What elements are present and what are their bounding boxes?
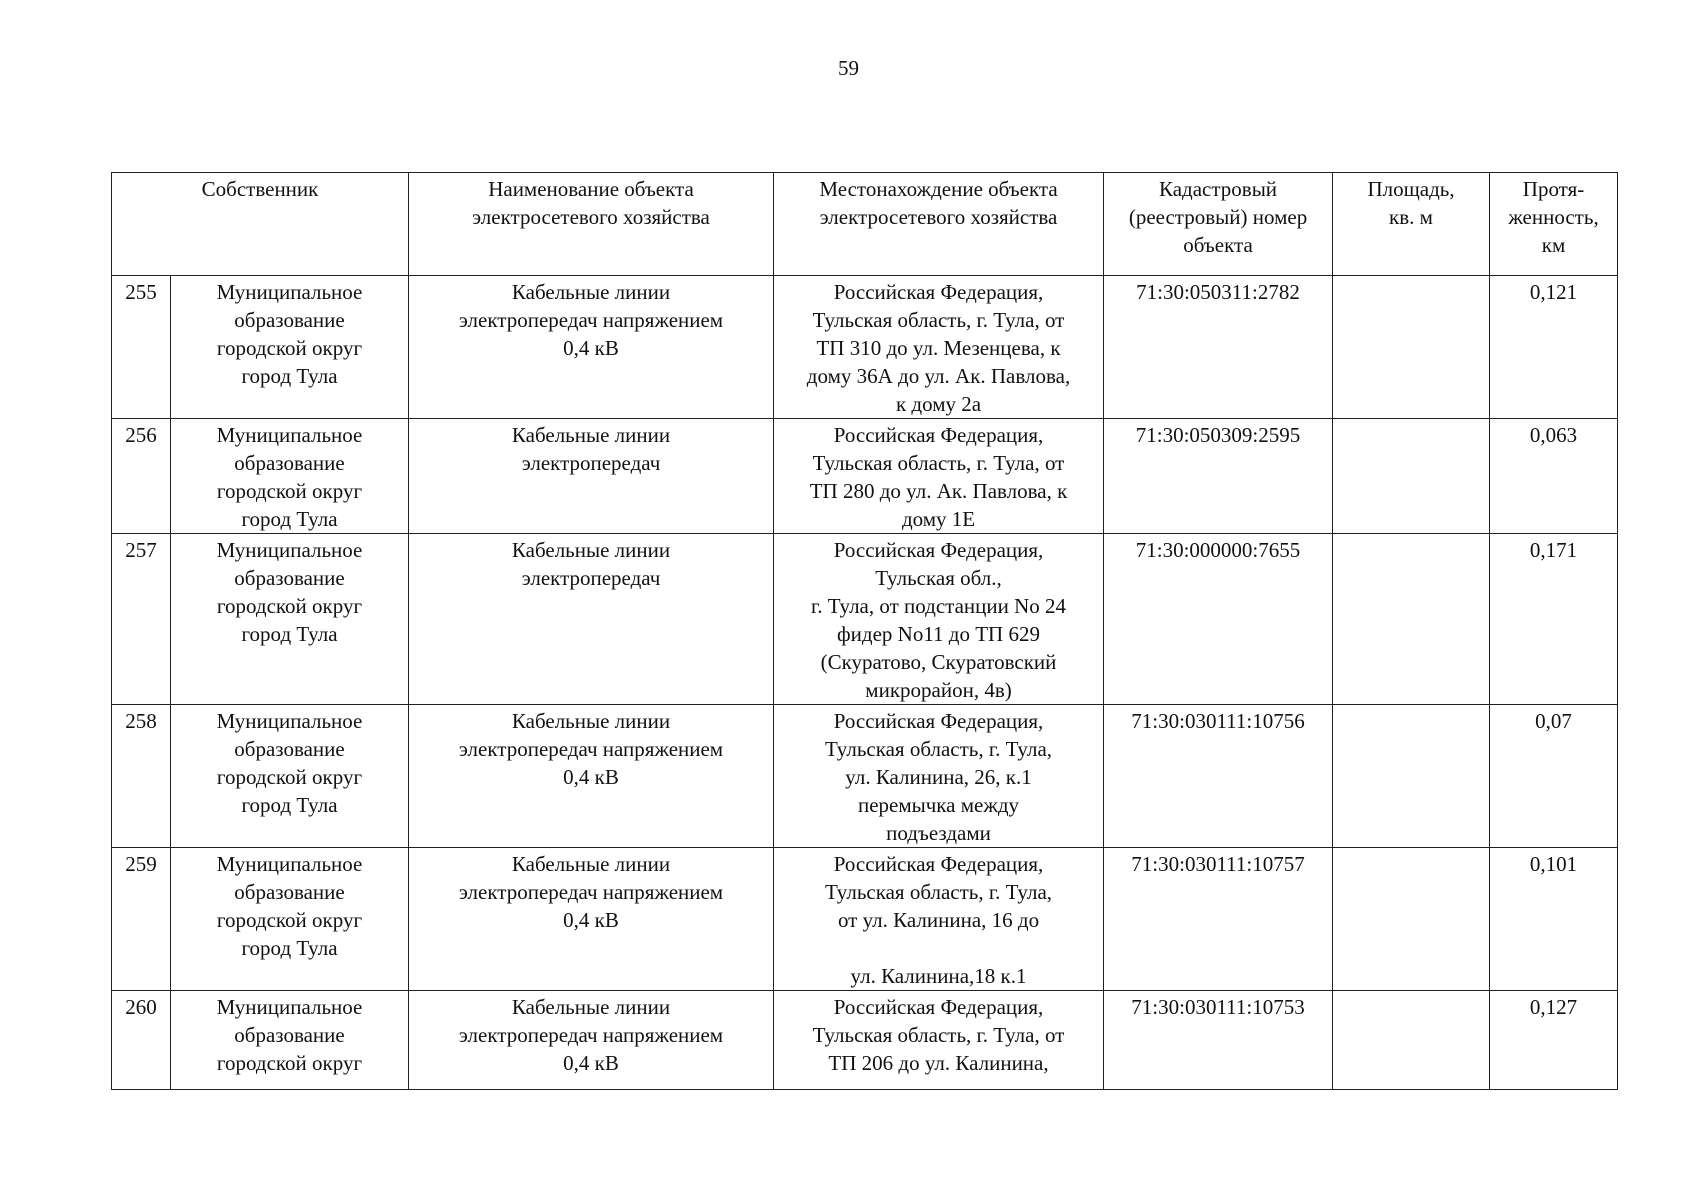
area-cell	[1333, 419, 1490, 534]
name-cell: Кабельные линии электропередач напряжением 0,4 кВ	[409, 276, 774, 419]
owner-cell: Муниципальное образование городской округ город Тула	[171, 848, 409, 991]
owner-cell: Муниципальное образование городской округ	[171, 991, 409, 1090]
length-cell: 0,063	[1490, 419, 1618, 534]
length-cell: 0,101	[1490, 848, 1618, 991]
name-cell: Кабельные линии электропередач напряжением 0,4 кВ	[409, 848, 774, 991]
registry-table	[111, 172, 1618, 1090]
header-cadastral: Кадастровый (реестровый) номер объекта	[1104, 173, 1333, 276]
header-location: Местонахождение объекта электросетевого хозяйства	[774, 173, 1104, 276]
cadastral-cell: 71:30:030111:10756	[1104, 705, 1333, 848]
table-row	[112, 848, 1618, 991]
area-cell	[1333, 534, 1490, 705]
location-cell: Российская Федерация, Тульская область, г. Тула, от ТП 280 до ул. Ак. Павлова, к дому 1Е	[774, 419, 1104, 534]
owner-cell: Муниципальное образование городской округ город Тула	[171, 534, 409, 705]
cadastral-cell: 71:30:030111:10757	[1104, 848, 1333, 991]
owner-cell: Муниципальное образование городской округ город Тула	[171, 705, 409, 848]
table-row	[112, 991, 1618, 1090]
cadastral-cell: 71:30:000000:7655	[1104, 534, 1333, 705]
table-row	[112, 534, 1618, 705]
owner-cell: Муниципальное образование городской округ город Тула	[171, 419, 409, 534]
row-number: 260	[112, 991, 171, 1090]
row-number: 256	[112, 419, 171, 534]
header-name: Наименование объекта электросетевого хозяйства	[409, 173, 774, 276]
name-cell: Кабельные линии электропередач напряжением 0,4 кВ	[409, 705, 774, 848]
header-length: Протя- женность, км	[1490, 173, 1618, 276]
location-cell: Российская Федерация, Тульская область, г. Тула, от ТП 310 до ул. Мезенцева, к дому 36А до ул. Ак. Павлова, к дому 2а	[774, 276, 1104, 419]
area-cell	[1333, 991, 1490, 1090]
row-number: 259	[112, 848, 171, 991]
table-row	[112, 419, 1618, 534]
name-cell: Кабельные линии электропередач напряжением 0,4 кВ	[409, 991, 774, 1090]
length-cell: 0,171	[1490, 534, 1618, 705]
cadastral-cell: 71:30:050309:2595	[1104, 419, 1333, 534]
name-cell: Кабельные линии электропередач	[409, 419, 774, 534]
name-cell: Кабельные линии электропередач	[409, 534, 774, 705]
location-cell: Российская Федерация, Тульская область, г. Тула, ул. Калинина, 26, к.1 перемычка между подъездами	[774, 705, 1104, 848]
row-number: 257	[112, 534, 171, 705]
area-cell	[1333, 705, 1490, 848]
header-owner: Собственник	[112, 173, 409, 276]
table-row	[112, 276, 1618, 419]
owner-cell: Муниципальное образование городской округ город Тула	[171, 276, 409, 419]
cadastral-cell: 71:30:030111:10753	[1104, 991, 1333, 1090]
length-cell: 0,121	[1490, 276, 1618, 419]
table-row	[112, 705, 1618, 848]
location-cell: Российская Федерация, Тульская область, г. Тула, от ул. Калинина, 16 до ул. Калинина,18 к.1	[774, 848, 1104, 991]
header-area: Площадь, кв. м	[1333, 173, 1490, 276]
row-number: 255	[112, 276, 171, 419]
location-cell: Российская Федерация, Тульская область, г. Тула, от ТП 206 до ул. Калинина,	[774, 991, 1104, 1090]
cadastral-cell: 71:30:050311:2782	[1104, 276, 1333, 419]
length-cell: 0,07	[1490, 705, 1618, 848]
page-number: 59	[838, 56, 859, 80]
table-header-row	[112, 173, 1618, 276]
location-cell: Российская Федерация, Тульская обл., г. Тула, от подстанции No 24 фидер No11 до ТП 629 (Скуратово, Скуратовский микрорайон, 4в)	[774, 534, 1104, 705]
row-number: 258	[112, 705, 171, 848]
area-cell	[1333, 276, 1490, 419]
length-cell: 0,127	[1490, 991, 1618, 1090]
area-cell	[1333, 848, 1490, 991]
